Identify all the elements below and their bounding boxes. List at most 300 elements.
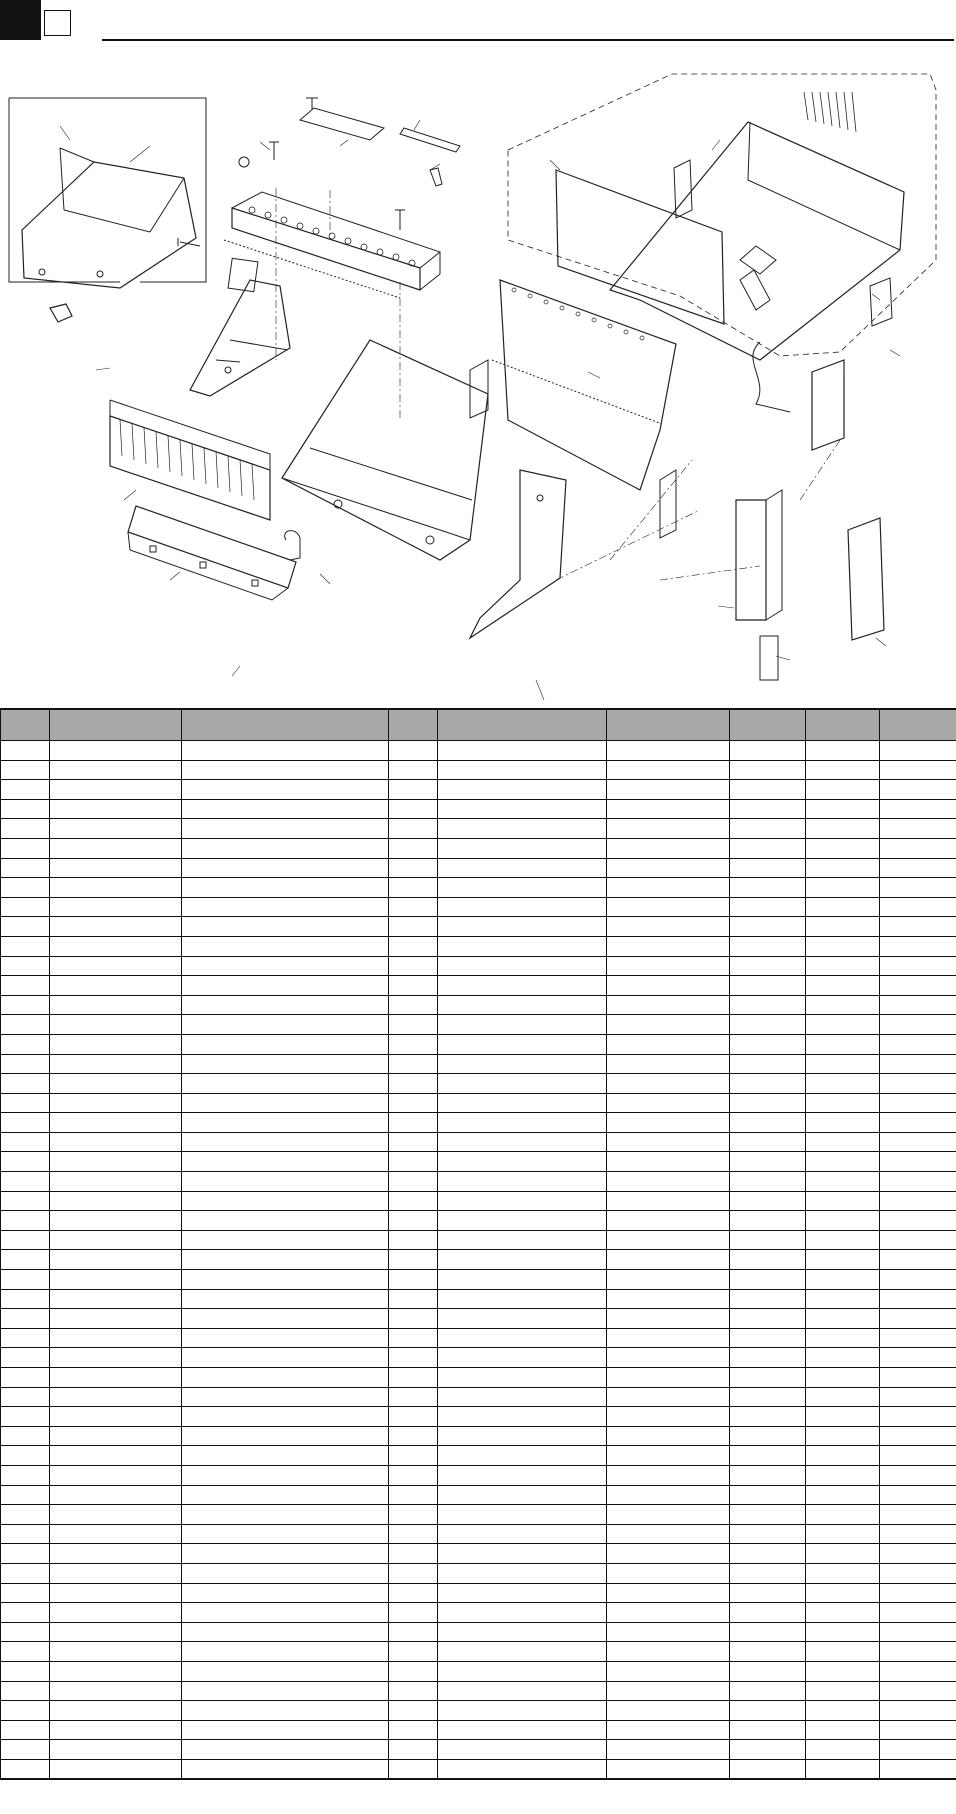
table-cell: [438, 858, 607, 878]
table-row: [1, 1544, 956, 1564]
table-cell: [880, 1446, 956, 1466]
table-cell: [50, 1446, 182, 1466]
top-plate: [300, 108, 384, 140]
table-cell: [806, 976, 880, 996]
table-cell: [182, 1701, 389, 1721]
table-cell: [389, 838, 438, 858]
table-cell: [880, 858, 956, 878]
table-cell: [730, 1622, 806, 1642]
table-cell: [50, 1289, 182, 1309]
table-cell: [607, 1563, 730, 1583]
table-cell: [182, 1093, 389, 1113]
table-cell: [438, 1113, 607, 1133]
table-cell: [438, 1191, 607, 1211]
table-row: [1, 1446, 956, 1466]
table-cell: [438, 1740, 607, 1760]
table-cell: [182, 1720, 389, 1740]
table-row: [1, 1132, 956, 1152]
table-cell: [50, 1524, 182, 1544]
table-cell: [50, 799, 182, 819]
table-cell: [806, 1034, 880, 1054]
table-cell: [389, 1505, 438, 1525]
table-cell: [438, 1524, 607, 1544]
section-marker-block: [0, 0, 41, 40]
table-cell: [438, 1387, 607, 1407]
table-row: [1, 1054, 956, 1074]
table-cell: [730, 878, 806, 898]
right-frame: [736, 500, 766, 620]
table-cell: [438, 1759, 607, 1779]
table-cell: [389, 897, 438, 917]
table-cell: [389, 1113, 438, 1133]
table-cell: [806, 995, 880, 1015]
table-cell: [880, 1309, 956, 1329]
table-cell: [607, 1309, 730, 1329]
table-cell: [607, 1211, 730, 1231]
table-cell: [730, 1563, 806, 1583]
table-cell: [806, 1740, 880, 1760]
table-cell: [182, 1642, 389, 1662]
table-cell: [730, 917, 806, 937]
table-cell: [50, 1681, 182, 1701]
table-cell: [730, 1191, 806, 1211]
table-cell: [50, 1152, 182, 1172]
table-cell: [389, 1701, 438, 1721]
table-cell: [607, 760, 730, 780]
table-cell: [182, 995, 389, 1015]
table-cell: [1, 1465, 50, 1485]
table-cell: [438, 1465, 607, 1485]
table-cell: [438, 995, 607, 1015]
table-row: [1, 897, 956, 917]
table-cell: [389, 1211, 438, 1231]
middle-sheet: [500, 280, 676, 490]
table-cell: [1, 1681, 50, 1701]
table-cell: [1, 1015, 50, 1035]
table-cell: [730, 1485, 806, 1505]
table-cell: [806, 1465, 880, 1485]
table-cell: [389, 1446, 438, 1466]
table-cell: [730, 1701, 806, 1721]
table-cell: [389, 1661, 438, 1681]
table-cell: [806, 858, 880, 878]
table-cell: [50, 897, 182, 917]
table-cell: [730, 799, 806, 819]
table-cell: [438, 1054, 607, 1074]
table-row: [1, 780, 956, 800]
table-cell: [730, 1113, 806, 1133]
table-cell: [607, 917, 730, 937]
table-cell: [50, 1172, 182, 1192]
table-cell: [1, 1054, 50, 1074]
table-cell: [607, 1132, 730, 1152]
table-cell: [50, 1270, 182, 1290]
table-cell: [880, 1113, 956, 1133]
table-cell: [607, 1642, 730, 1662]
table-cell: [50, 936, 182, 956]
table-cell: [438, 1701, 607, 1721]
table-cell: [438, 1446, 607, 1466]
table-cell: [438, 1309, 607, 1329]
table-row: [1, 1309, 956, 1329]
table-cell: [182, 799, 389, 819]
table-cell: [607, 936, 730, 956]
table-cell: [50, 1348, 182, 1368]
table-cell: [730, 1054, 806, 1074]
table-cell: [182, 760, 389, 780]
table-cell: [880, 1407, 956, 1427]
table-cell: [607, 1701, 730, 1721]
table-cell: [438, 1720, 607, 1740]
control-panel: [848, 518, 884, 640]
table-row: [1, 1230, 956, 1250]
table-cell: [50, 1054, 182, 1074]
table-cell: [182, 1211, 389, 1231]
table-cell: [730, 1172, 806, 1192]
table-cell: [607, 897, 730, 917]
table-cell: [806, 1230, 880, 1250]
table-cell: [182, 1446, 389, 1466]
table-cell: [50, 917, 182, 937]
table-cell: [389, 1622, 438, 1642]
table-cell: [880, 878, 956, 898]
table-cell: [182, 1074, 389, 1094]
table-cell: [730, 760, 806, 780]
table-cell: [50, 878, 182, 898]
table-row: [1, 995, 956, 1015]
table-cell: [880, 1270, 956, 1290]
table-cell: [50, 1309, 182, 1329]
table-row: [1, 1583, 956, 1603]
table-cell: [50, 956, 182, 976]
table-cell: [182, 1661, 389, 1681]
table-cell: [50, 1426, 182, 1446]
table-cell: [730, 1250, 806, 1270]
table-cell: [607, 995, 730, 1015]
table-row: [1, 1426, 956, 1446]
table-cell: [50, 819, 182, 839]
knob: [239, 157, 249, 167]
table-cell: [1, 1074, 50, 1094]
table-cell: [1, 1583, 50, 1603]
table-cell: [1, 1289, 50, 1309]
table-cell: [182, 1465, 389, 1485]
table-row: [1, 1485, 956, 1505]
table-cell: [1, 1759, 50, 1779]
table-cell: [880, 1583, 956, 1603]
table-cell: [607, 1230, 730, 1250]
table-cell: [730, 1230, 806, 1250]
table-cell: [182, 1348, 389, 1368]
table-cell: [438, 780, 607, 800]
table-cell: [1, 1152, 50, 1172]
table-header-row: [1, 709, 956, 741]
table-cell: [182, 1289, 389, 1309]
table-cell: [880, 1348, 956, 1368]
table-row: [1, 1465, 956, 1485]
table-cell: [389, 1759, 438, 1779]
table-cell: [806, 1074, 880, 1094]
table-cell: [389, 1465, 438, 1485]
table-cell: [880, 1054, 956, 1074]
table-row: [1, 760, 956, 780]
table-cell: [607, 1113, 730, 1133]
table-cell: [1, 1603, 50, 1623]
table-cell: [438, 1563, 607, 1583]
table-cell: [806, 1759, 880, 1779]
table-cell: [50, 1132, 182, 1152]
table-cell: [880, 1015, 956, 1035]
table-cell: [806, 1015, 880, 1035]
table-cell: [880, 1661, 956, 1681]
column-header: [182, 709, 389, 741]
column-header: [730, 709, 806, 741]
table-cell: [438, 1368, 607, 1388]
table-cell: [730, 1446, 806, 1466]
table-cell: [1, 1524, 50, 1544]
table-cell: [880, 1740, 956, 1760]
table-cell: [389, 1230, 438, 1250]
table-cell: [50, 780, 182, 800]
table-cell: [50, 1701, 182, 1721]
table-cell: [1, 1505, 50, 1525]
table-cell: [182, 1485, 389, 1505]
table-cell: [438, 1074, 607, 1094]
table-row: [1, 1328, 956, 1348]
table-cell: [182, 1015, 389, 1035]
table-cell: [389, 1603, 438, 1623]
table-cell: [389, 1368, 438, 1388]
table-cell: [806, 1407, 880, 1427]
table-cell: [182, 1172, 389, 1192]
table-cell: [607, 1152, 730, 1172]
table-row: [1, 878, 956, 898]
table-row: [1, 1250, 956, 1270]
table-cell: [730, 1211, 806, 1231]
table-cell: [182, 1622, 389, 1642]
table-cell: [806, 1505, 880, 1525]
table-cell: [806, 1720, 880, 1740]
table-cell: [880, 1211, 956, 1231]
table-cell: [182, 1152, 389, 1172]
table-cell: [389, 995, 438, 1015]
table-row: [1, 917, 956, 937]
table-row: [1, 956, 956, 976]
table-cell: [880, 956, 956, 976]
table-cell: [438, 741, 607, 761]
table-cell: [806, 917, 880, 937]
table-cell: [806, 1563, 880, 1583]
table-cell: [607, 799, 730, 819]
table-cell: [389, 1681, 438, 1701]
table-cell: [50, 1211, 182, 1231]
table-cell: [880, 917, 956, 937]
table-row: [1, 1191, 956, 1211]
table-cell: [182, 1132, 389, 1152]
table-row: [1, 1740, 956, 1760]
table-cell: [806, 1701, 880, 1721]
table-cell: [607, 1034, 730, 1054]
table-cell: [806, 1211, 880, 1231]
table-cell: [730, 1681, 806, 1701]
table-cell: [607, 1465, 730, 1485]
table-cell: [1, 1250, 50, 1270]
table-cell: [438, 1485, 607, 1505]
table-cell: [182, 1563, 389, 1583]
table-row: [1, 799, 956, 819]
table-cell: [806, 1544, 880, 1564]
table-cell: [438, 1642, 607, 1662]
table-cell: [182, 1054, 389, 1074]
table-cell: [50, 858, 182, 878]
table-cell: [730, 1720, 806, 1740]
table-cell: [438, 1583, 607, 1603]
screws: [178, 98, 405, 246]
table-cell: [730, 1309, 806, 1329]
table-cell: [50, 1015, 182, 1035]
table-cell: [730, 1015, 806, 1035]
table-cell: [880, 1289, 956, 1309]
table-cell: [182, 1034, 389, 1054]
rear-panel: [556, 170, 724, 324]
table-row: [1, 1603, 956, 1623]
table-cell: [389, 936, 438, 956]
table-cell: [880, 1563, 956, 1583]
table-cell: [1, 1661, 50, 1681]
table-cell: [438, 1544, 607, 1564]
table-row: [1, 1113, 956, 1133]
table-cell: [389, 1407, 438, 1427]
table-cell: [1, 1113, 50, 1133]
table-cell: [730, 819, 806, 839]
table-cell: [438, 1230, 607, 1250]
table-cell: [880, 1093, 956, 1113]
table-cell: [806, 1328, 880, 1348]
column-header: [438, 709, 607, 741]
table-cell: [389, 1563, 438, 1583]
table-cell: [607, 1661, 730, 1681]
table-cell: [1, 1387, 50, 1407]
column-header: [1, 709, 50, 741]
table-cell: [806, 1485, 880, 1505]
table-row: [1, 1270, 956, 1290]
table-cell: [438, 1132, 607, 1152]
table-cell: [1, 1211, 50, 1231]
table-row: [1, 1289, 956, 1309]
table-cell: [50, 1465, 182, 1485]
table-cell: [182, 838, 389, 858]
table-cell: [806, 760, 880, 780]
table-row: [1, 976, 956, 996]
table-cell: [730, 1368, 806, 1388]
table-cell: [880, 995, 956, 1015]
table-cell: [389, 976, 438, 996]
column-header: [389, 709, 438, 741]
table-cell: [1, 858, 50, 878]
column-header: [806, 709, 880, 741]
table-cell: [730, 976, 806, 996]
table-cell: [730, 838, 806, 858]
table-cell: [806, 1132, 880, 1152]
table-cell: [1, 956, 50, 976]
table-cell: [806, 1524, 880, 1544]
table-cell: [389, 1191, 438, 1211]
column-header: [880, 709, 956, 741]
table-cell: [1, 760, 50, 780]
table-cell: [438, 1034, 607, 1054]
table-cell: [1, 799, 50, 819]
side-bracket: [470, 470, 566, 638]
table-cell: [880, 1230, 956, 1250]
table-row: [1, 1759, 956, 1779]
table-cell: [730, 1661, 806, 1681]
table-cell: [806, 1642, 880, 1662]
table-cell: [806, 1309, 880, 1329]
table-cell: [730, 897, 806, 917]
table-cell: [1, 838, 50, 858]
table-cell: [389, 1426, 438, 1446]
table-cell: [50, 995, 182, 1015]
table-cell: [730, 1289, 806, 1309]
table-cell: [806, 1681, 880, 1701]
table-row: [1, 1368, 956, 1388]
table-row: [1, 1524, 956, 1544]
table-cell: [730, 1270, 806, 1290]
table-cell: [182, 1113, 389, 1133]
table-cell: [1, 1426, 50, 1446]
table-cell: [182, 1681, 389, 1701]
table-cell: [880, 760, 956, 780]
table-cell: [50, 1505, 182, 1525]
table-cell: [438, 1681, 607, 1701]
table-cell: [607, 1387, 730, 1407]
table-row: [1, 1034, 956, 1054]
table-cell: [50, 1387, 182, 1407]
table-cell: [389, 1172, 438, 1192]
table-cell: [50, 976, 182, 996]
table-cell: [438, 1505, 607, 1525]
tray-panel: [610, 122, 904, 360]
table-cell: [607, 1681, 730, 1701]
table-cell: [389, 956, 438, 976]
table-cell: [1, 1230, 50, 1250]
table-cell: [182, 1544, 389, 1564]
table-cell: [389, 1544, 438, 1564]
table-cell: [182, 819, 389, 839]
table-cell: [1, 1485, 50, 1505]
table-cell: [730, 1132, 806, 1152]
table-cell: [182, 1250, 389, 1270]
table-cell: [880, 1603, 956, 1623]
table-cell: [607, 956, 730, 976]
table-cell: [389, 878, 438, 898]
table-cell: [607, 1426, 730, 1446]
table-cell: [1, 897, 50, 917]
table-cell: [880, 1642, 956, 1662]
table-cell: [1, 1642, 50, 1662]
table-row: [1, 1172, 956, 1192]
table-cell: [607, 1505, 730, 1525]
table-cell: [50, 1583, 182, 1603]
table-cell: [880, 1426, 956, 1446]
table-cell: [50, 1074, 182, 1094]
table-cell: [607, 1348, 730, 1368]
table-row: [1, 936, 956, 956]
table-cell: [806, 878, 880, 898]
table-cell: [389, 1034, 438, 1054]
table-cell: [182, 1524, 389, 1544]
table-cell: [438, 1603, 607, 1623]
